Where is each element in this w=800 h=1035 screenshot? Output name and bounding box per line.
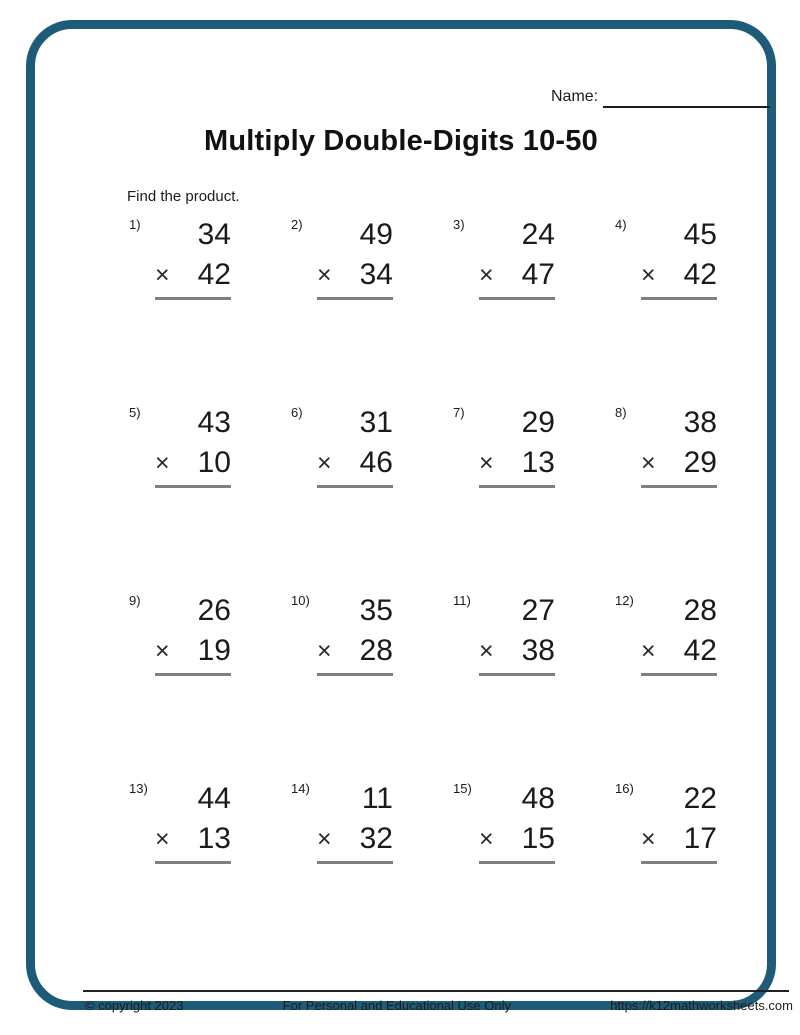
multiplier: 32 xyxy=(359,822,393,855)
problem-bottom-row xyxy=(479,631,555,671)
problem-cell xyxy=(609,215,771,403)
problem-body xyxy=(641,779,717,864)
problem-bottom-row xyxy=(641,819,717,859)
answer-line[interactable] xyxy=(155,485,231,488)
problem-number: 12) xyxy=(615,593,634,608)
multiplier: 47 xyxy=(521,258,555,291)
problem-bottom-row xyxy=(641,631,717,671)
problem-number: 9) xyxy=(129,593,141,608)
multiplicand: 48 xyxy=(521,782,555,815)
multiplicand: 29 xyxy=(521,406,555,439)
problem-bottom-row xyxy=(641,255,717,295)
multiplier: 13 xyxy=(197,822,231,855)
problem-cell xyxy=(285,403,447,591)
answer-line[interactable] xyxy=(641,861,717,864)
problem-number: 6) xyxy=(291,405,303,420)
problem-number: 2) xyxy=(291,217,303,232)
problem-number: 8) xyxy=(615,405,627,420)
worksheet-border xyxy=(26,20,793,1013)
multiplier: 17 xyxy=(683,822,717,855)
multiplicand: 11 xyxy=(361,782,393,815)
problem-body xyxy=(317,215,393,300)
multiplier: 10 xyxy=(197,446,231,479)
problem-bottom-row xyxy=(317,819,393,859)
problem-cell xyxy=(123,591,285,779)
multiplier: 19 xyxy=(197,634,231,667)
problem-bottom-row xyxy=(155,443,231,483)
multiplier: 34 xyxy=(359,258,393,291)
problem-number: 3) xyxy=(453,217,465,232)
problem-cell xyxy=(123,215,285,403)
multiplier: 42 xyxy=(683,258,717,291)
multiplicand: 35 xyxy=(359,594,393,627)
problem-bottom-row xyxy=(479,819,555,859)
problem-number: 15) xyxy=(453,781,472,796)
problem-body xyxy=(155,403,231,488)
problem-body xyxy=(479,779,555,864)
problem-cell xyxy=(609,403,771,591)
problem-cell xyxy=(447,215,609,403)
multiply-icon: × xyxy=(155,825,170,853)
answer-line[interactable] xyxy=(479,861,555,864)
problem-body xyxy=(155,779,231,864)
answer-line[interactable] xyxy=(641,673,717,676)
problem-bottom-row xyxy=(479,443,555,483)
multiply-icon: × xyxy=(479,449,494,477)
problem-cell xyxy=(609,779,771,967)
problem-cell xyxy=(123,403,285,591)
multiplicand: 38 xyxy=(683,406,717,439)
multiply-icon: × xyxy=(317,261,332,289)
multiplier: 15 xyxy=(521,822,555,855)
page-title: Multiply Double-Digits 10-50 xyxy=(204,125,598,157)
problem-body xyxy=(641,403,717,488)
answer-line[interactable] xyxy=(479,485,555,488)
problem-body xyxy=(317,403,393,488)
multiplicand: 45 xyxy=(683,218,717,251)
footer xyxy=(85,998,793,1013)
problem-cell xyxy=(285,215,447,403)
problem-bottom-row xyxy=(155,819,231,859)
problem-body xyxy=(317,779,393,864)
problem-cell xyxy=(447,779,609,967)
multiply-icon: × xyxy=(155,261,170,289)
multiplier: 42 xyxy=(683,634,717,667)
problem-cell xyxy=(609,591,771,779)
multiplier: 13 xyxy=(521,446,555,479)
website-link[interactable]: https://k12mathworksheets.com xyxy=(610,998,793,1013)
answer-line[interactable] xyxy=(641,485,717,488)
problem-cell xyxy=(447,403,609,591)
multiplicand: 44 xyxy=(197,782,231,815)
multiply-icon: × xyxy=(155,637,170,665)
problem-body xyxy=(317,591,393,676)
multiplicand: 31 xyxy=(359,406,393,439)
multiplicand: 22 xyxy=(683,782,717,815)
answer-line[interactable] xyxy=(317,673,393,676)
multiply-icon: × xyxy=(479,261,494,289)
multiply-icon: × xyxy=(479,637,494,665)
footer-divider xyxy=(83,990,789,992)
problem-bottom-row xyxy=(155,631,231,671)
answer-line[interactable] xyxy=(479,297,555,300)
multiply-icon: × xyxy=(641,261,656,289)
multiplier: 42 xyxy=(197,258,231,291)
problem-body xyxy=(479,403,555,488)
problem-bottom-row xyxy=(317,443,393,483)
problem-body xyxy=(641,215,717,300)
multiplicand: 27 xyxy=(521,594,555,627)
name-row xyxy=(551,86,770,108)
answer-line[interactable] xyxy=(317,297,393,300)
problems-grid xyxy=(123,215,771,967)
problem-number: 7) xyxy=(453,405,465,420)
answer-line[interactable] xyxy=(479,673,555,676)
answer-line[interactable] xyxy=(155,673,231,676)
problem-number: 16) xyxy=(615,781,634,796)
answer-line[interactable] xyxy=(317,485,393,488)
problem-number: 11) xyxy=(453,593,471,608)
multiply-icon: × xyxy=(641,825,656,853)
problem-cell xyxy=(123,779,285,967)
multiply-icon: × xyxy=(641,637,656,665)
problem-body xyxy=(479,591,555,676)
multiply-icon: × xyxy=(479,825,494,853)
multiplicand: 34 xyxy=(197,218,231,251)
multiplier: 46 xyxy=(359,446,393,479)
problem-cell xyxy=(285,591,447,779)
problem-body xyxy=(641,591,717,676)
problem-body xyxy=(155,215,231,300)
multiply-icon: × xyxy=(317,449,332,477)
problem-body xyxy=(479,215,555,300)
name-label: Name: xyxy=(551,88,599,105)
multiply-icon: × xyxy=(317,637,332,665)
multiplicand: 26 xyxy=(197,594,231,627)
multiplicand: 49 xyxy=(359,218,393,251)
multiply-icon: × xyxy=(317,825,332,853)
problem-number: 1) xyxy=(129,217,141,232)
answer-line[interactable] xyxy=(155,297,231,300)
usage-text: For Personal and Educational Use Only xyxy=(282,998,512,1013)
problem-bottom-row xyxy=(317,255,393,295)
problem-cell xyxy=(447,591,609,779)
problem-number: 13) xyxy=(129,781,148,796)
multiplier: 28 xyxy=(359,634,393,667)
problem-body xyxy=(155,591,231,676)
multiplier: 38 xyxy=(521,634,555,667)
problem-bottom-row xyxy=(317,631,393,671)
problem-bottom-row xyxy=(155,255,231,295)
problem-number: 14) xyxy=(291,781,310,796)
multiplicand: 24 xyxy=(521,218,555,251)
problem-number: 4) xyxy=(615,217,627,232)
problem-bottom-row xyxy=(641,443,717,483)
multiply-icon: × xyxy=(155,449,170,477)
answer-line[interactable] xyxy=(641,297,717,300)
problem-bottom-row xyxy=(479,255,555,295)
answer-line[interactable] xyxy=(155,861,231,864)
multiplicand: 43 xyxy=(197,406,231,439)
problem-number: 10) xyxy=(291,593,310,608)
copyright-text: © copyright 2023 xyxy=(85,998,184,1013)
multiply-icon: × xyxy=(641,449,656,477)
multiplier: 29 xyxy=(683,446,717,479)
multiplicand: 28 xyxy=(683,594,717,627)
answer-line[interactable] xyxy=(317,861,393,864)
problem-cell xyxy=(285,779,447,967)
instruction-text: Find the product. xyxy=(127,188,240,205)
name-input-line[interactable] xyxy=(603,88,770,108)
problem-number: 5) xyxy=(129,405,141,420)
